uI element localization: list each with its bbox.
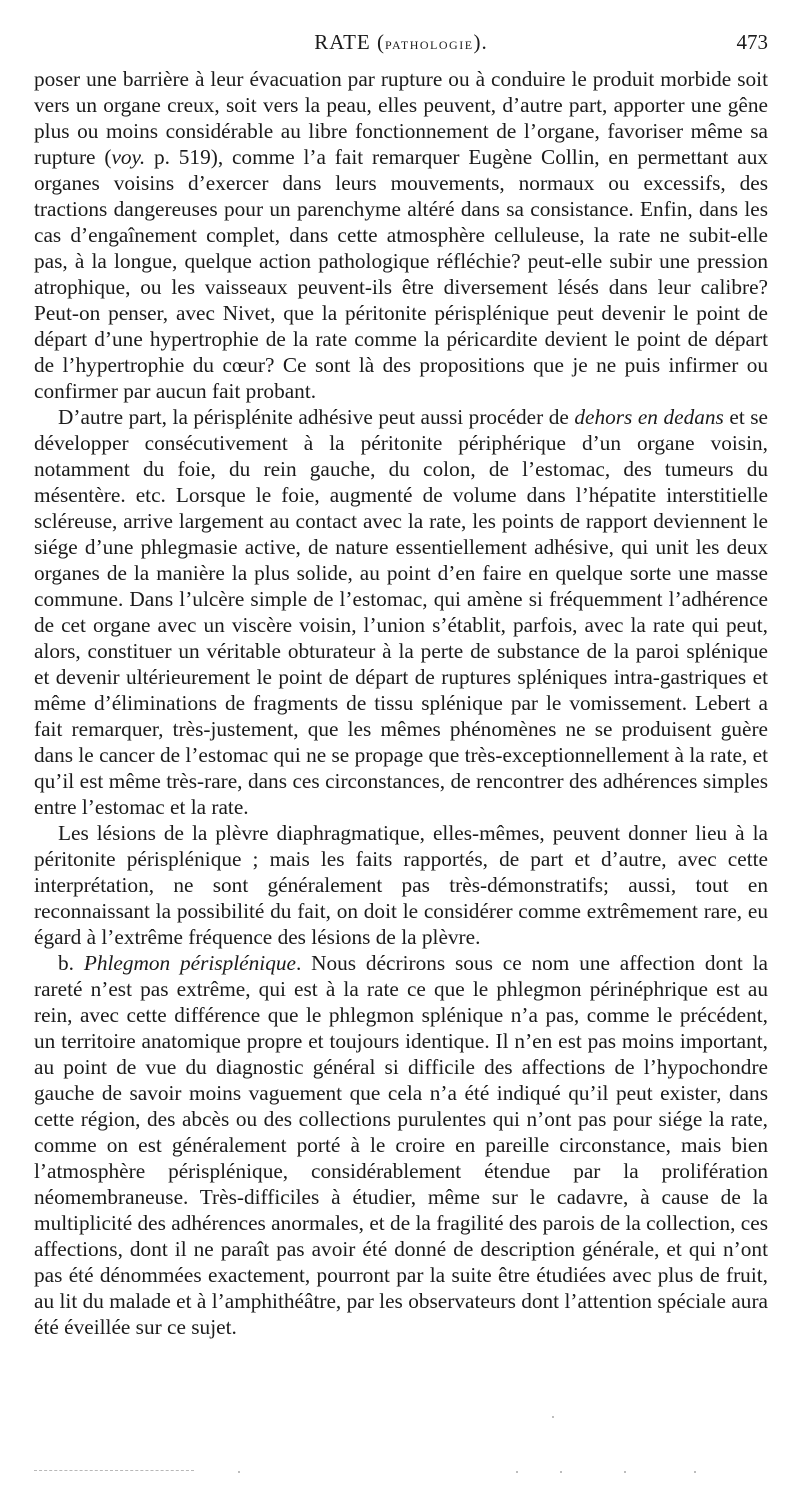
paragraph [34, 404, 768, 820]
text-segment: . Nous décrirons sous ce nom une affection dont la rareté n’est pas extrême, qui est à la rate ce que le phlegmon périnéphrique est au rein, avec cette différence que le phlegmon splénique n’a pas, comme le précédent, un territoire anatomique propre et toujours identique. Il n’en est pas moins important, au point de vue du diagnostic général si difficile des affections de l’hypochondre gauche de savoir moins vaguement que cela n’a été indiqué qu’il peut exister, dans cette région, des abcès ou des collections purulentes qui n’ont pas pour siége la rate, comme on est généralement porté à le croire en pareille circonstance, mais bien l’atmosphère périsplénique, considérablement étendue par la prolifération néomembraneuse. Très-difficiles à étudier, même sur le cadavre, à cause de la multiplicité des adhérences anormales, et de la fragilité des parois de la collection, ces affections, dont il ne paraît pas avoir été donné de description générale, et qui n’ont pas été dénommées exactement, pourront par la suite être étudiées avec plus de fruit, au lit du malade et à l’amphithéâtre, par les observateurs dont l’attention spéciale aura été éveillée sur ce sujet. [34, 951, 769, 1339]
italic-text-segment: voy. [111, 145, 146, 169]
scan-speck [552, 1416, 554, 1418]
paragraph [34, 820, 768, 950]
page-number: 473 [736, 30, 768, 54]
text-segment: D’autre part, la périsplénite adhésive peut aussi procéder de [58, 405, 575, 429]
paragraph [34, 950, 768, 1340]
text-segment: poser une barrière à leur évacuation par rupture ou à conduire le produit morbide soit vers un organe creux, soit vers la peau, elles peuvent, d’autre part, apporter une gêne plus ou moins considérable au libre fonctionnement de l’organe, favoriser même sa rupture ( [34, 67, 768, 169]
scan-speck [560, 1471, 562, 1473]
running-head-title-main: RATE [314, 30, 371, 54]
scan-speck [516, 1471, 518, 1473]
running-head-title-smallcaps: pathologie [384, 34, 474, 53]
text-segment: b. [58, 951, 84, 975]
paragraph [34, 66, 768, 404]
italic-text-segment: Phlegmon périsplénique [83, 951, 296, 975]
footer-scan-rule [34, 1470, 194, 1471]
italic-text-segment: dehors en dedans [574, 405, 724, 429]
scan-speck [624, 1471, 626, 1473]
running-head-title [34, 30, 768, 55]
running-head-title-open: ( [370, 30, 385, 54]
body-text [34, 66, 768, 1340]
running-head [34, 30, 768, 60]
text-segment: p. 519), comme l’a fait remarquer Eugène Collin, en permettant aux organes voisins d’exercer dans leurs mouvements, normaux ou excessifs, des tractions dangereuses pour un parenchyme altéré dans sa consistance. Enfin, dans les cas d’engaînement complet, dans cette atmosphère celluleuse, la rate ne subit-elle pas, à la longue, quelque action pathologique réfléchie? peut-elle subir une pression atrophique, ou les vaisseaux peuvent-ils être diversement lésés dans leur calibre? Peut-on penser, avec Nivet, que la péritonite périsplénique peut devenir le point de départ d’une hypertrophie de la rate comme la péricardite devient le point de départ de l’hypertrophie du cœur? Ce sont là des propositions que je ne puis infirmer ou confirmer par aucun fait probant. [34, 145, 768, 403]
scan-speck [238, 1471, 240, 1473]
text-segment: Les lésions de la plèvre diaphragmatique, elles-mêmes, peuvent donner lieu à la péritonite périsplénique ; mais les faits rapportés, de part et d’autre, avec cette interprétation, ne sont généralement pas très-démonstratifs; aussi, tout en reconnaissant la possibilité du fait, on doit le considérer comme extrêmement rare, eu égard à l’extrême fréquence des lésions de la plèvre. [34, 821, 768, 949]
scan-speck [694, 1471, 696, 1473]
running-head-title-close: ). [473, 30, 488, 54]
text-segment: et se développer consécutivement à la péritonite périphérique d’un organe voisin, notamment du foie, du rein gauche, du colon, de l’estomac, des tumeurs du mésentère. etc. Lorsque le foie, augmenté de volume dans l’hépatite interstitielle scléreuse, arrive largement au contact avec la rate, les points de rapport deviennent le siége d’une phlegmasie active, de nature essentiellement adhésive, qui unit les deux organes de la manière la plus solide, au point d’en faire en quelque sorte une masse commune. Dans l’ulcère simple de l’estomac, qui amène si fréquemment l’adhérence de cet organe avec un viscère voisin, l’union s’établit, parfois, avec la rate qui peut, alors, constituer un véritable obturateur à la perte de substance de la paroi splénique et devenir ultérieurement le point de départ de ruptures spléniques intra-gastriques et même d’éliminations de fragments de tissu splénique par le vomissement. Lebert a fait remarquer, très-justement, que les mêmes phénomènes ne se produisent guère dans le cancer de l’estomac qui ne se propage que très-exceptionnellement à la rate, et qu’il est même très-rare, dans ces circonstances, de rencontrer des adhérences simples entre l’estomac et la rate. [34, 405, 769, 819]
